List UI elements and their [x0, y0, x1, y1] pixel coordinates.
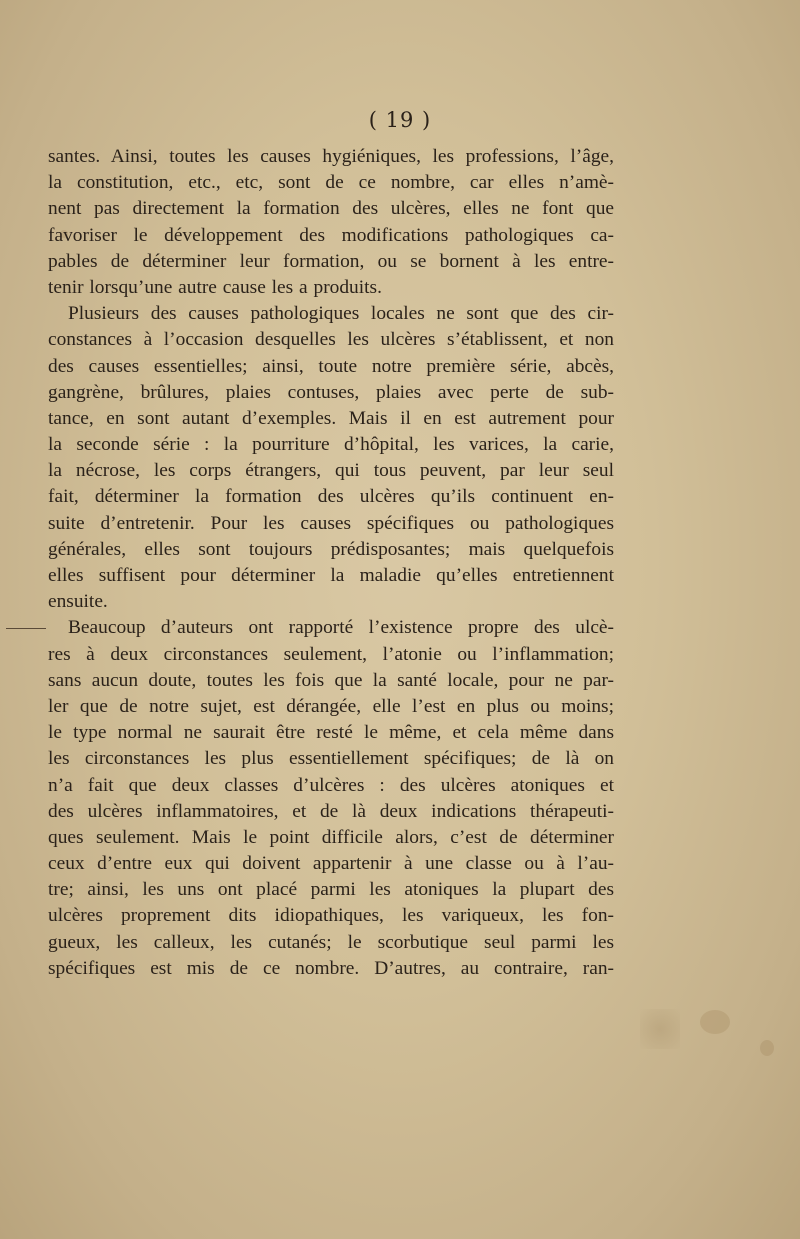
text-line: spécifiques est mis de ce nombre. D’autres, au contraire, ran- — [48, 957, 614, 979]
text-line: gueux, les calleux, les cutanés; le scorbutique seul parmi les — [48, 931, 614, 953]
page-number: ( 19 ) — [368, 108, 432, 132]
paper-stain — [700, 1010, 730, 1034]
text-line: tre; ainsi, les uns ont placé parmi les atoniques la plupart des — [48, 879, 614, 901]
text-line: des causes essentielles; ainsi, toute notre première série, abcès, — [48, 355, 614, 377]
text-line: ques seulement. Mais le point difficile alors, c’est de déterminer — [48, 826, 614, 848]
text-line: ler que de notre sujet, est dérangée, elle l’est en plus ou moins; — [48, 695, 614, 717]
text-line: favoriser le développement des modifications pathologiques ca- — [48, 224, 614, 246]
text-line: la constitution, etc., etc, sont de ce nombre, car elles n’amè- — [48, 172, 614, 194]
text-line: constances à l’occasion desquelles les ulcères s’établissent, et non — [48, 329, 614, 351]
text-line: tenir lorsqu’une autre cause les a produits. — [48, 276, 382, 298]
text-line: Plusieurs des causes pathologiques locales ne sont que des cir- — [68, 303, 614, 325]
text-line: ensuite. — [48, 591, 108, 613]
text-line: fait, déterminer la formation des ulcères qu’ils continuent en- — [48, 486, 614, 508]
text-line: Beaucoup d’auteurs ont rapporté l’existence propre des ulcè- — [68, 617, 614, 639]
text-line: sans aucun doute, toutes les fois que la santé locale, pour ne par- — [48, 669, 614, 691]
text-line: le type normal ne saurait être resté le même, et cela même dans — [48, 722, 614, 744]
text-line: ceux d’entre eux qui doivent appartenir à une classe ou à l’au- — [48, 853, 614, 875]
text-line: res à deux circonstances seulement, l’atonie ou l’inflammation; — [48, 643, 614, 665]
text-line: générales, elles sont toujours prédisposantes; mais quelquefois — [48, 538, 614, 560]
text-line: la seconde série : la pourriture d’hôpital, les varices, la carie, — [48, 434, 614, 456]
text-line: n’a fait que deux classes d’ulcères : des ulcères atoniques et — [48, 774, 614, 796]
text-line: tance, en sont autant d’exemples. Mais il en est autrement pour — [48, 407, 614, 429]
text-line: nent pas directement la formation des ulcères, elles ne font que — [48, 198, 614, 220]
paper-stain — [760, 1040, 774, 1056]
margin-mark — [6, 624, 52, 634]
text-line: santes. Ainsi, toutes les causes hygiéniques, les professions, l’âge, — [48, 146, 614, 167]
paper-stain — [640, 1009, 680, 1049]
text-line: pables de déterminer leur formation, ou se bornent à les entre- — [48, 250, 614, 272]
text-line: des ulcères inflammatoires, et de là deux indications thérapeuti- — [48, 800, 614, 822]
text-line: suite d’entretenir. Pour les causes spécifiques ou pathologiques — [48, 512, 614, 534]
body-text — [48, 144, 614, 982]
text-line: ulcères proprement dits idiopathiques, les variqueux, les fon- — [48, 905, 614, 927]
text-line: elles suffisent pour déterminer la maladie qu’elles entretiennent — [48, 565, 614, 586]
text-line: gangrène, brûlures, plaies contuses, plaies avec perte de sub- — [48, 381, 614, 403]
text-line: les circonstances les plus essentiellement spécifiques; de là on — [48, 748, 614, 770]
text-line: la nécrose, les corps étrangers, qui tous peuvent, par leur seul — [48, 460, 614, 482]
